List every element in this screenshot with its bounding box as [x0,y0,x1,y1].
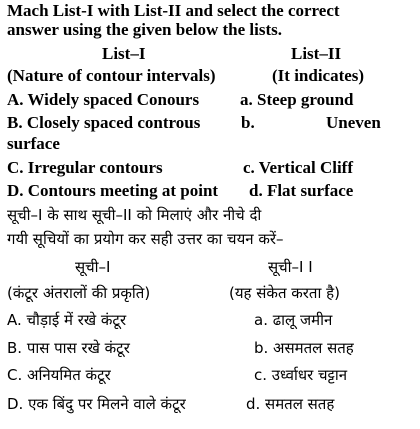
row-c-right-en: c. Vertical Cliff [243,158,353,177]
list1-title-hi: सूची–I [75,258,111,276]
row-b-right-label-en: b. [241,113,255,132]
row-c-left-en: C. Irregular contours [7,158,163,177]
row-a-left-hi: A. चौड़ाई में रखे कंटूर [7,311,127,329]
row-a-right-hi: a. ढालू जमीन [254,311,333,329]
row-d-left-en: D. Contours meeting at point [7,181,219,200]
list2-subtitle-en: (It indicates) [272,66,365,85]
list1-title-en: List–I [102,44,146,63]
row-b-left-en: B. Closely spaced controus [7,113,201,132]
list1-subtitle-hi: (कंटूर अंतरालों की प्रकृति) [7,284,151,302]
list2-subtitle-hi: (यह संकेत करता है) [229,284,340,302]
row-c-left-hi: C. अनियमित कंटूर [7,366,111,384]
question-line-1-hi: सूची–I के साथ सूची–II को मिलाएं और नीचे दी [7,206,262,224]
row-c-right-hi: c. उर्ध्वाधर चट्टान [254,366,348,384]
row-b-right-text-en: Uneven [326,113,381,132]
row-d-right-en: d. Flat surface [249,181,354,200]
question-line-2-hi: गयी सूचियों का प्रयोग कर सही उत्तर का चयन करें– [7,230,284,248]
row-d-left-hi: D. एक बिंदु पर मिलने वाले कंटूर [7,395,186,413]
question-line-2-en: answer using the given below the lists. [7,20,283,39]
question-line-1-en: Mach List-I with List-II and select the correct [7,1,340,20]
list2-title-en: List–II [291,44,342,63]
row-d-right-hi: d. समतल सतह [246,395,335,413]
row-b-left-hi: B. पास पास रखे कंटूर [7,339,130,357]
row-a-right-en: a. Steep ground [240,90,354,109]
list2-title-hi: सूची–I I [268,258,313,276]
row-b-right-hi: b. असमतल सतह [254,339,354,357]
row-b-left-cont-en: surface [7,134,60,153]
row-a-left-en: A. Widely spaced Conours [7,90,200,109]
list1-subtitle-en: (Nature of contour intervals) [7,66,216,85]
